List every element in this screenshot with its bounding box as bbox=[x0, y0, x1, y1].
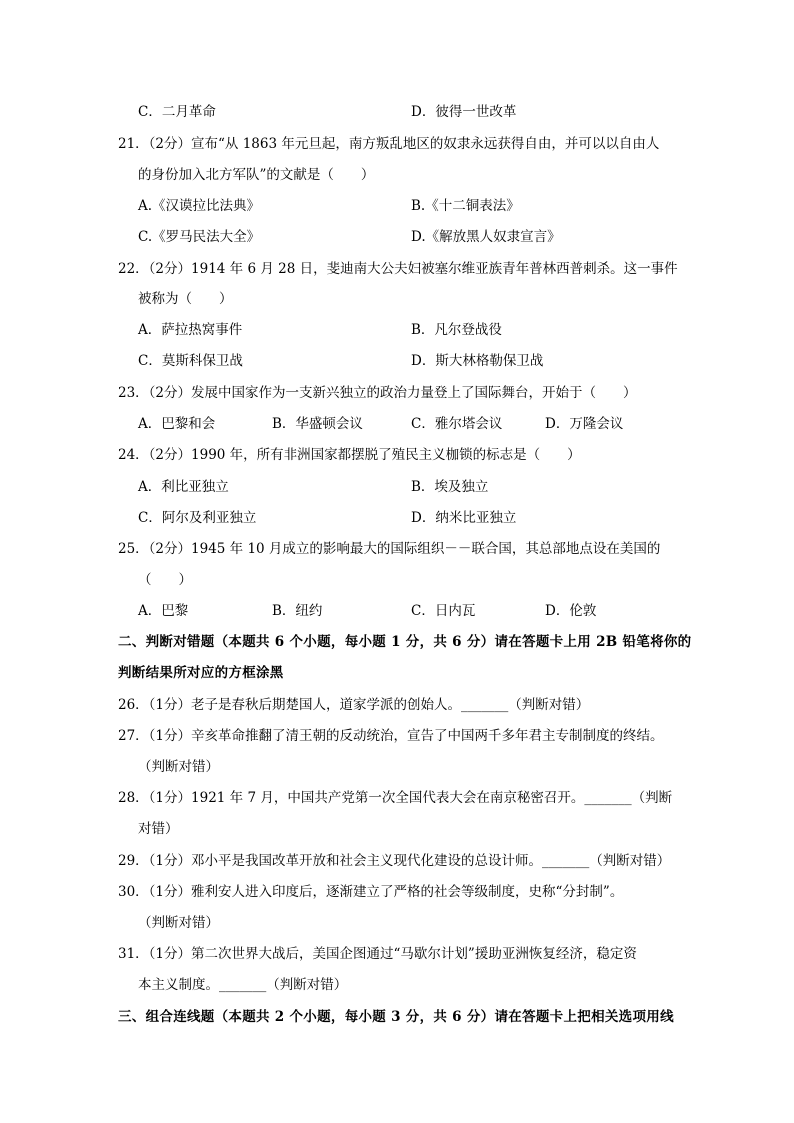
q27-stem-line1: 27．（1分）辛亥革命推翻了清王朝的反动统治，宣告了中国两千多年君主专制制度的终结。 bbox=[118, 728, 664, 744]
q21-stem-line2: 的身份加入北方军队”的文献是（ ） bbox=[138, 167, 375, 183]
q22-option-a: A．萨拉热窝事件 bbox=[138, 322, 243, 338]
q29-stem-line1: 29．（1分）邓小平是我国改革开放和社会主义现代化建设的总设计师。_______（判断对错） bbox=[118, 853, 671, 869]
section2-heading-line2: 判断结果所对应的方框涂黑 bbox=[118, 665, 284, 681]
q22-option-b: B．凡尔登战役 bbox=[411, 322, 502, 338]
q24-option-c: C．阿尔及利亚独立 bbox=[138, 510, 257, 526]
q30-stem-line1: 30．（1分）雅利安人进入印度后，逐渐建立了严格的社会等级制度，史称“分封制”。 bbox=[118, 884, 624, 900]
q30-stem-line2: （判断对错） bbox=[138, 915, 219, 931]
q22-stem-line2: 被称为（ ） bbox=[138, 291, 233, 307]
q20-option-d: D．彼得一世改革 bbox=[411, 104, 517, 120]
q21-option-a: A.《汉谟拉比法典》 bbox=[138, 198, 261, 214]
q24-option-b: B．埃及独立 bbox=[411, 479, 489, 495]
q24-stem-line1: 24．（2分）1990 年，所有非洲国家都摆脱了殖民主义枷锁的标志是（ ） bbox=[118, 447, 581, 463]
q25-option-a: A．巴黎 bbox=[138, 603, 189, 619]
q22-option-d: D．斯大林格勒保卫战 bbox=[411, 353, 544, 369]
q22-stem-line1: 22．（2分）1914 年 6 月 28 日，斐迪南大公夫妇被塞尔维亚族青年普林西普刺杀。这一事件 bbox=[118, 261, 678, 277]
q23-option-b: B．华盛顿会议 bbox=[272, 416, 363, 432]
q21-option-d: D.《解放黑人奴隶宣言》 bbox=[411, 229, 561, 245]
q31-stem-line1: 31．（1分）第二次世界大战后，美国企图通过“马歇尔计划”援助亚洲恢复经济，稳定资 bbox=[118, 946, 637, 962]
q26-stem-line1: 26．（1分）老子是春秋后期楚国人，道家学派的创始人。_______（判断对错） bbox=[118, 697, 590, 713]
q24-option-d: D．纳米比亚独立 bbox=[411, 510, 517, 526]
q28-stem-line2: 对错） bbox=[138, 821, 179, 837]
q21-stem-line1: 21．（2分）宣布“从 1863 年元旦起，南方叛乱地区的奴隶永远获得自由，并可以以自由人 bbox=[118, 136, 660, 152]
q27-stem-line2: （判断对错） bbox=[138, 759, 219, 775]
q31-stem-line2: 本主义制度。_______（判断对错） bbox=[138, 977, 348, 993]
q20-option-c: C．二月革命 bbox=[138, 104, 216, 120]
q25-option-c: C．日内瓦 bbox=[411, 603, 476, 619]
q21-option-c: C.《罗马民法大全》 bbox=[138, 229, 261, 245]
q23-option-c: C．雅尔塔会议 bbox=[411, 416, 503, 432]
q25-stem-line2: （ ） bbox=[138, 572, 192, 588]
section2-heading-line1: 二、判断对错题（本题共 6 个小题，每小题 1 分，共 6 分）请在答题卡上用 2B 铅笔将你的 bbox=[118, 634, 692, 650]
q22-option-c: C．莫斯科保卫战 bbox=[138, 353, 243, 369]
q21-option-b: B.《十二铜表法》 bbox=[411, 198, 520, 214]
q28-stem-line1: 28．（1分）1921 年 7 月，中国共产党第一次全国代表大会在南京秘密召开。_______（判断 bbox=[118, 790, 673, 806]
q25-option-b: B．纽约 bbox=[272, 603, 323, 619]
section3-heading-line1: 三、组合连线题（本题共 2 个小题，每小题 3 分，共 6 分）请在答题卡上把相关选项用线 bbox=[118, 1009, 674, 1025]
q25-option-d: D．伦敦 bbox=[545, 603, 597, 619]
q25-stem-line1: 25．（2分）1945 年 10 月成立的影响最大的国际组织－－联合国，其总部地点设在美国的 bbox=[118, 541, 661, 557]
q24-option-a: A．利比亚独立 bbox=[138, 479, 229, 495]
q23-option-a: A．巴黎和会 bbox=[138, 416, 216, 432]
q23-option-d: D．万隆会议 bbox=[545, 416, 624, 432]
q23-stem-line1: 23．（2分）发展中国家作为一支新兴独立的政治力量登上了国际舞台，开始于（ ） bbox=[118, 385, 637, 401]
